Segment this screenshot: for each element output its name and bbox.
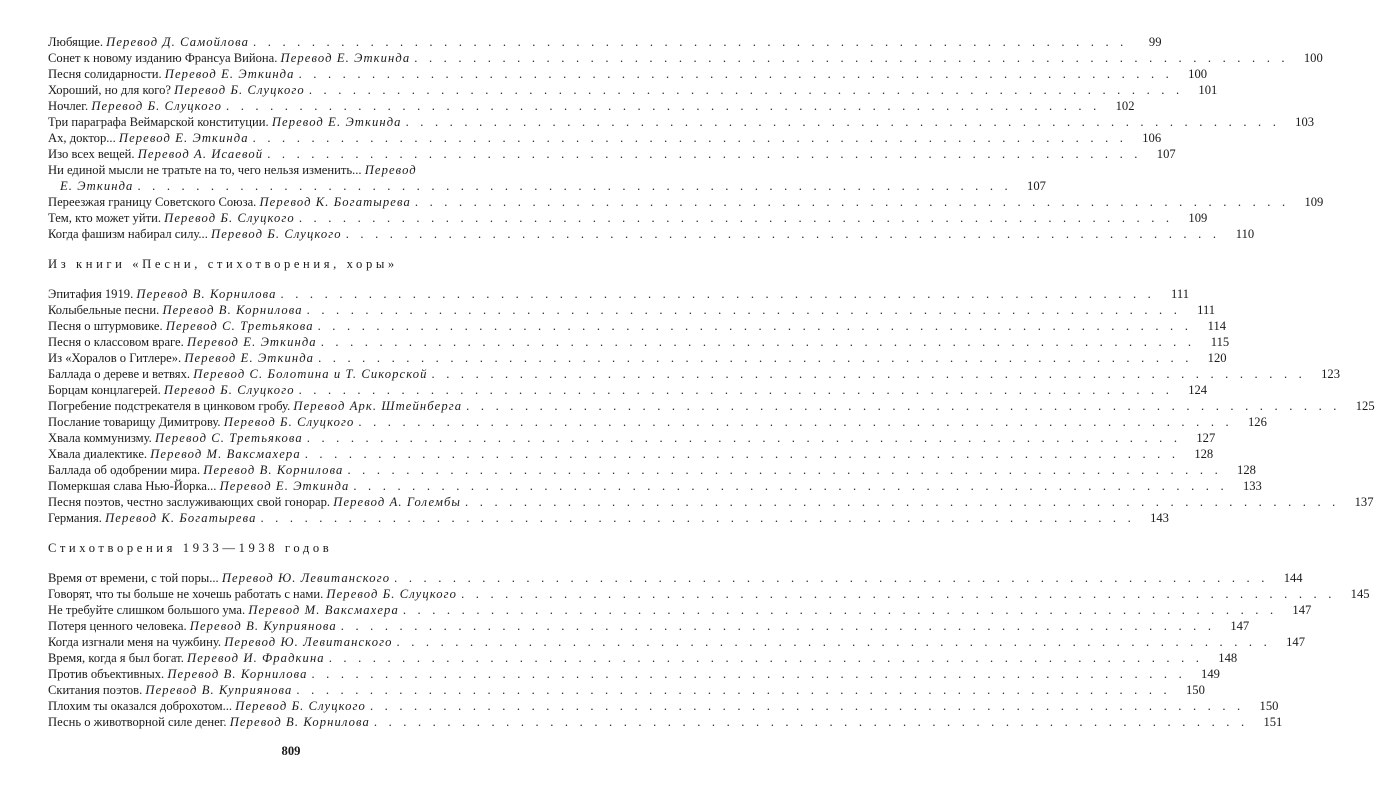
entry-translator: Перевод bbox=[364, 163, 417, 177]
entry-page: 123 bbox=[1321, 367, 1340, 381]
entry-title: Тем, кто может уйти. bbox=[48, 211, 161, 225]
leader-dots bbox=[249, 130, 1131, 146]
leader-dots bbox=[354, 414, 1236, 430]
toc-entry bbox=[48, 82, 1218, 98]
entry-title: Изо всех вещей. bbox=[48, 147, 135, 161]
entry-text bbox=[48, 666, 307, 682]
entry-title: Баллада об одобрении мира. bbox=[48, 463, 201, 477]
entry-text bbox=[48, 682, 292, 698]
toc-entry bbox=[48, 334, 1230, 350]
entry-title: Против объективных. bbox=[48, 667, 165, 681]
entry-page: 148 bbox=[1218, 651, 1238, 665]
entry-page: 145 bbox=[1350, 587, 1370, 601]
leader-dots bbox=[305, 82, 1187, 98]
entry-text bbox=[48, 510, 256, 526]
entry-page: 137 bbox=[1354, 495, 1374, 509]
entry-page: 99 bbox=[1148, 35, 1162, 49]
entry-title: Ни единой мысли не тратьте на то, чего нельзя изменить... bbox=[48, 163, 362, 177]
entry-title: Плохим ты оказался доброхотом... bbox=[48, 699, 233, 713]
entry-translator: Перевод Б. Слуцкого bbox=[164, 211, 295, 225]
entry-title: Переезжая границу Советского Союза. bbox=[48, 195, 257, 209]
section-heading: Стихотворения 1933—1938 годов bbox=[48, 541, 333, 555]
toc-entry bbox=[48, 98, 1135, 114]
toc-entry bbox=[48, 602, 1312, 618]
entry-translator: Перевод К. Богатырева bbox=[105, 511, 257, 525]
entry-translator: Перевод Б. Слуцкого bbox=[235, 699, 366, 713]
entry-text bbox=[48, 82, 305, 98]
leader-dots bbox=[301, 446, 1183, 462]
leader-dots bbox=[133, 178, 1015, 194]
entry-translator: Перевод И. Фрадкина bbox=[187, 651, 325, 665]
entry-page: 126 bbox=[1247, 415, 1267, 429]
page-number: 809 bbox=[281, 744, 301, 758]
entry-text bbox=[48, 714, 370, 730]
toc-entry-line bbox=[48, 178, 1046, 194]
table-of-contents bbox=[48, 34, 1375, 730]
toc-entry bbox=[48, 302, 1216, 318]
toc-entry-line bbox=[48, 162, 500, 178]
toc-entry bbox=[48, 210, 1208, 226]
toc-entry bbox=[48, 714, 1283, 730]
entry-page: 103 bbox=[1295, 115, 1315, 129]
entry-page: 149 bbox=[1201, 667, 1220, 681]
entry-page: 100 bbox=[1188, 67, 1208, 81]
leader-dots bbox=[411, 194, 1293, 210]
entry-page: 143 bbox=[1150, 511, 1169, 525]
toc-entry bbox=[48, 462, 1256, 478]
entry-text bbox=[48, 318, 314, 334]
entry-page: 109 bbox=[1188, 211, 1208, 225]
entry-text bbox=[48, 618, 337, 634]
entry-page: 128 bbox=[1237, 463, 1256, 477]
entry-title: Время, когда я был богат. bbox=[48, 651, 184, 665]
entry-translator: Перевод Арк. Штейнберга bbox=[293, 399, 463, 413]
entry-page: 124 bbox=[1188, 383, 1208, 397]
leader-dots bbox=[222, 98, 1104, 114]
toc-entry bbox=[48, 318, 1227, 334]
entry-page: 110 bbox=[1235, 227, 1255, 241]
entry-page: 147 bbox=[1230, 619, 1250, 633]
entry-text bbox=[48, 66, 295, 82]
toc-entry bbox=[48, 494, 1374, 510]
toc-entry bbox=[48, 682, 1205, 698]
entry-page: 120 bbox=[1207, 351, 1227, 365]
entry-page: 114 bbox=[1207, 319, 1227, 333]
entry-translator: Перевод В. Корнилова bbox=[167, 667, 308, 681]
entry-translator: Е. Эткинда bbox=[60, 179, 134, 193]
entry-text bbox=[48, 398, 462, 414]
leader-dots bbox=[277, 286, 1159, 302]
entry-translator: Перевод В. Корнилова bbox=[229, 715, 370, 729]
entry-title: Хвала коммунизму. bbox=[48, 431, 152, 445]
toc-entry bbox=[48, 430, 1216, 446]
entry-translator: Перевод В. Куприянова bbox=[145, 683, 293, 697]
toc-entry bbox=[48, 226, 1255, 242]
entry-page: 127 bbox=[1196, 431, 1216, 445]
toc-section bbox=[48, 256, 1375, 526]
entry-title: Послание товарищу Димитрову. bbox=[48, 415, 221, 429]
toc-entry bbox=[48, 650, 1238, 666]
entry-translator: Перевод Ю. Левитанского bbox=[221, 571, 391, 585]
leader-dots bbox=[393, 634, 1275, 650]
toc-entry bbox=[48, 350, 1227, 366]
entry-translator: Перевод В. Куприянова bbox=[189, 619, 337, 633]
entry-title: Песня о классовом враге. bbox=[48, 335, 184, 349]
entry-translator: Перевод К. Богатырева bbox=[259, 195, 411, 209]
leader-dots bbox=[325, 650, 1207, 666]
leader-dots bbox=[314, 350, 1196, 366]
toc-entry bbox=[48, 382, 1208, 398]
entry-page: 150 bbox=[1259, 699, 1279, 713]
entry-translator: Перевод М. Ваксмахера bbox=[150, 447, 301, 461]
toc-section bbox=[48, 34, 1324, 242]
entry-title: Померкшая слава Нью-Йорка... bbox=[48, 479, 217, 493]
entry-page: 111 bbox=[1171, 287, 1189, 301]
entry-translator: Перевод С. Болотина и Т. Сикорской bbox=[193, 367, 428, 381]
leader-dots bbox=[292, 682, 1174, 698]
entry-page: 107 bbox=[1156, 147, 1176, 161]
entry-title: Из «Хоралов о Гитлере». bbox=[48, 351, 182, 365]
leader-dots bbox=[399, 602, 1281, 618]
entry-text bbox=[48, 210, 295, 226]
entry-translator: Перевод В. Корнилова bbox=[203, 463, 344, 477]
leader-dots bbox=[303, 430, 1185, 446]
toc-entry bbox=[48, 570, 1303, 586]
entry-page: 147 bbox=[1292, 603, 1312, 617]
entry-title: Песня о штурмовике. bbox=[48, 319, 163, 333]
entry-title: Говорят, что ты больше не хочешь работать с нами. bbox=[48, 587, 324, 601]
entry-translator: Перевод Д. Самойлова bbox=[106, 35, 250, 49]
entry-text bbox=[48, 302, 303, 318]
leader-dots bbox=[410, 50, 1292, 66]
entry-text bbox=[48, 130, 249, 146]
entry-text bbox=[48, 650, 325, 666]
entry-translator: Перевод С. Третьякова bbox=[165, 319, 314, 333]
entry-page: 133 bbox=[1242, 479, 1262, 493]
toc-entry bbox=[48, 510, 1169, 526]
entry-translator: Перевод Е. Эткинда bbox=[219, 479, 350, 493]
entry-title: Когда фашизм набирал силу... bbox=[48, 227, 208, 241]
entry-title: Ночлег. bbox=[48, 99, 89, 113]
entry-title: Ах, доктор... bbox=[48, 131, 116, 145]
entry-text bbox=[48, 414, 354, 430]
leader-dots bbox=[249, 34, 1131, 50]
entry-text bbox=[48, 114, 402, 130]
entry-translator: Перевод Е. Эткинда bbox=[184, 351, 315, 365]
entry-title: Сонет к новому изданию Франсуа Вийона. bbox=[48, 51, 278, 65]
entry-title: Германия. bbox=[48, 511, 102, 525]
entry-title: Не требуйте слишком большого ума. bbox=[48, 603, 246, 617]
entry-page: 125 bbox=[1355, 399, 1375, 413]
toc-entry bbox=[48, 286, 1189, 302]
leader-dots bbox=[461, 494, 1343, 510]
entry-title: Колыбельные песни. bbox=[48, 303, 160, 317]
entry-text bbox=[48, 366, 428, 382]
toc-entry bbox=[48, 634, 1305, 650]
entry-translator: Перевод Ю. Левитанского bbox=[224, 635, 393, 649]
entry-translator: Перевод Е. Эткинда bbox=[186, 335, 317, 349]
leader-dots bbox=[349, 478, 1231, 494]
entry-page: 151 bbox=[1263, 715, 1283, 729]
entry-translator: Перевод Б. Слуцкого bbox=[223, 415, 355, 429]
toc-entry bbox=[48, 398, 1375, 414]
leader-dots bbox=[295, 66, 1177, 82]
entry-translator: Перевод А. Исаевой bbox=[137, 147, 264, 161]
toc-entry bbox=[48, 666, 1220, 682]
toc-entry bbox=[48, 586, 1370, 602]
entry-page: 150 bbox=[1186, 683, 1205, 697]
leader-dots bbox=[256, 510, 1138, 526]
toc-entry bbox=[48, 34, 1162, 50]
entry-text bbox=[48, 146, 263, 162]
leader-dots bbox=[343, 462, 1225, 478]
toc-entry bbox=[48, 446, 1214, 462]
entry-title: Песнь о животворной силе денег. bbox=[48, 715, 227, 729]
leader-dots bbox=[263, 146, 1145, 162]
entry-translator: Перевод В. Корнилова bbox=[162, 303, 303, 317]
entry-page: 128 bbox=[1194, 447, 1214, 461]
section-heading: Из книги «Песни, стихотворения, хоры» bbox=[48, 257, 398, 271]
leader-dots bbox=[428, 366, 1310, 382]
entry-translator: Перевод Е. Эткинда bbox=[164, 67, 295, 81]
entry-translator: Перевод С. Третьякова bbox=[154, 431, 303, 445]
entry-text bbox=[48, 34, 249, 50]
toc-entry bbox=[48, 66, 1208, 82]
toc-entry bbox=[48, 478, 1262, 494]
entry-text bbox=[48, 382, 295, 398]
entry-text bbox=[48, 462, 343, 478]
toc-entry bbox=[48, 114, 1315, 130]
entry-title: Любящие. bbox=[48, 35, 104, 49]
entry-text bbox=[48, 430, 303, 446]
toc-entry bbox=[48, 366, 1340, 382]
leader-dots bbox=[457, 586, 1339, 602]
entry-title: Песня поэтов, честно заслуживающих свой гонорар. bbox=[48, 495, 331, 509]
entry-page: 111 bbox=[1197, 303, 1216, 317]
leader-dots bbox=[314, 318, 1196, 334]
entry-title: Хороший, но для кого? bbox=[48, 83, 171, 97]
leader-dots bbox=[295, 210, 1177, 226]
toc-entry bbox=[48, 146, 1176, 162]
entry-translator: Перевод Е. Эткинда bbox=[280, 51, 411, 65]
entry-text bbox=[48, 334, 317, 350]
entry-translator: Перевод М. Ваксмахера bbox=[248, 603, 399, 617]
entry-translator: Перевод В. Корнилова bbox=[136, 287, 277, 301]
leader-dots bbox=[462, 398, 1344, 414]
entry-page: 147 bbox=[1286, 635, 1305, 649]
leader-dots bbox=[342, 226, 1224, 242]
entry-translator: Перевод Е. Эткинда bbox=[118, 131, 249, 145]
entry-translator: Перевод Б. Слуцкого bbox=[326, 587, 458, 601]
toc-entry bbox=[48, 130, 1162, 146]
entry-text bbox=[48, 226, 342, 242]
toc-entry bbox=[48, 162, 1046, 194]
entry-page: 100 bbox=[1303, 51, 1323, 65]
entry-title: Песня солидарности. bbox=[48, 67, 162, 81]
toc-entry bbox=[48, 414, 1267, 430]
entry-text bbox=[48, 586, 457, 602]
entry-title: Баллада о дереве и ветвях. bbox=[48, 367, 191, 381]
entry-page: 115 bbox=[1210, 335, 1230, 349]
entry-text bbox=[48, 698, 366, 714]
leader-dots bbox=[295, 382, 1177, 398]
leader-dots bbox=[402, 114, 1284, 130]
entry-text bbox=[48, 478, 349, 494]
entry-title: Скитания поэтов. bbox=[48, 683, 143, 697]
entry-text bbox=[48, 634, 393, 650]
entry-text bbox=[48, 494, 461, 510]
entry-text bbox=[48, 194, 411, 210]
entry-translator: Перевод Б. Слуцкого bbox=[91, 99, 223, 113]
entry-text bbox=[48, 602, 399, 618]
leader-dots bbox=[307, 666, 1189, 682]
entry-title: Время от времени, с той поры... bbox=[48, 571, 219, 585]
entry-page: 144 bbox=[1283, 571, 1303, 585]
entry-title: Потеря ценного человека. bbox=[48, 619, 187, 633]
entry-title: Хвала диалектике. bbox=[48, 447, 148, 461]
leader-dots bbox=[337, 618, 1219, 634]
toc-entry bbox=[48, 698, 1279, 714]
entry-text bbox=[48, 50, 410, 66]
toc-entry bbox=[48, 194, 1324, 210]
leader-dots bbox=[370, 714, 1252, 730]
entry-page: 101 bbox=[1198, 83, 1218, 97]
entry-title: Погребение подстрекателя в цинковом гробу. bbox=[48, 399, 291, 413]
entry-page: 109 bbox=[1304, 195, 1324, 209]
entry-page: 102 bbox=[1115, 99, 1135, 113]
entry-text bbox=[48, 350, 314, 366]
entry-text bbox=[48, 446, 301, 462]
toc-entry bbox=[48, 50, 1323, 66]
leader-dots bbox=[317, 334, 1199, 350]
leader-dots bbox=[303, 302, 1185, 318]
entry-translator: Перевод Б. Слуцкого bbox=[163, 383, 295, 397]
leader-dots bbox=[366, 698, 1248, 714]
entry-title: Борцам концлагерей. bbox=[48, 383, 161, 397]
entry-translator: Перевод А. Голембы bbox=[333, 495, 462, 509]
entry-title: Когда изгнали меня на чужбину. bbox=[48, 635, 222, 649]
entry-title: Эпитафия 1919. bbox=[48, 287, 134, 301]
leader-dots bbox=[390, 570, 1272, 586]
entry-text bbox=[48, 98, 222, 114]
entry-translator: Перевод Б. Слуцкого bbox=[174, 83, 305, 97]
entry-page: 107 bbox=[1027, 179, 1046, 193]
entry-text bbox=[48, 286, 277, 302]
entry-translator: Перевод Е. Эткинда bbox=[271, 115, 402, 129]
entry-page: 106 bbox=[1142, 131, 1162, 145]
toc-section bbox=[48, 540, 1370, 730]
toc-entry bbox=[48, 618, 1250, 634]
entry-translator: Перевод Б. Слуцкого bbox=[211, 227, 342, 241]
entry-text bbox=[48, 570, 390, 586]
entry-title: Три параграфа Веймарской конституции. bbox=[48, 115, 269, 129]
